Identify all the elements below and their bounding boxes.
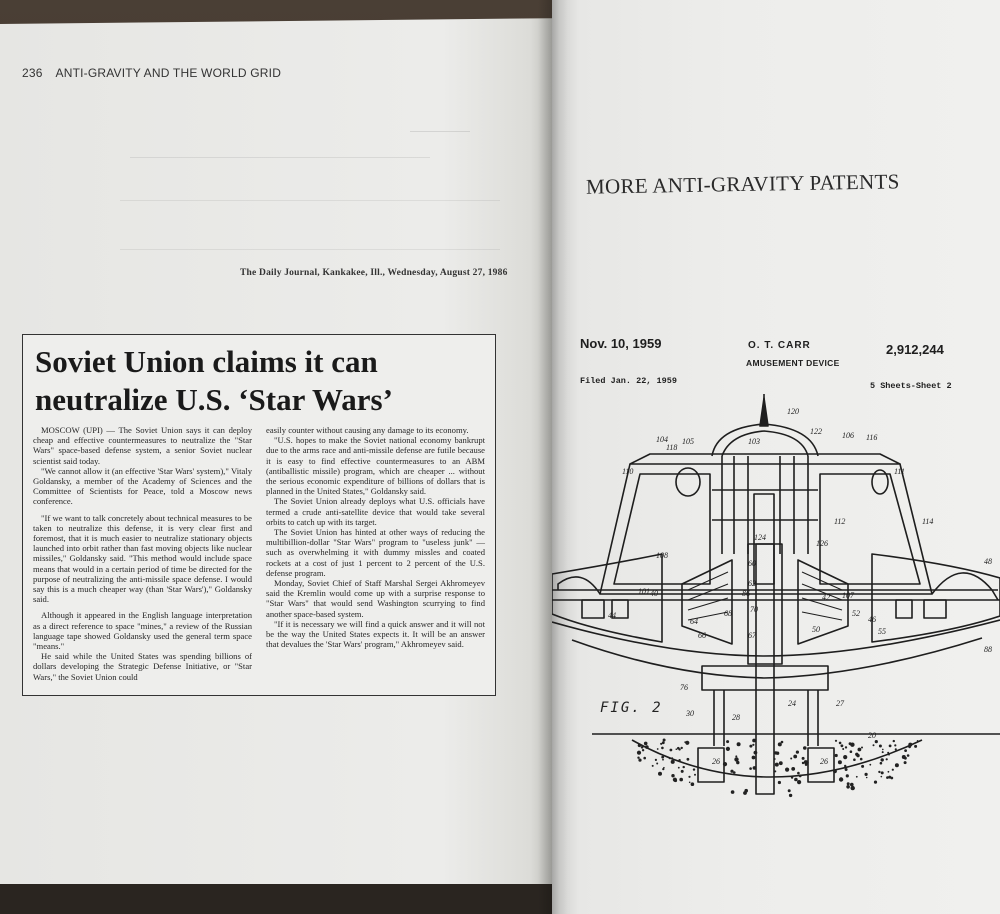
gravel-dot [904, 749, 907, 752]
engine-right [798, 560, 848, 644]
paragraph: MOSCOW (UPI) — The Soviet Union says it can deploy cheap and effective countermeasures to neutralize the "Star Wars" space-based defense system, a senior Soviet nuclear scientist said today. [33, 425, 252, 466]
callout: 122 [810, 427, 822, 436]
gravel-dot [794, 778, 798, 782]
gravel-dot [733, 771, 736, 774]
paragraph: "We cannot allow it (an effective 'Star Wars' system)," Vitaly Goldansky, a member of the Academy of Sciences and the Committee of Scientists for Peace, told a Moscow news conference. [33, 465, 252, 507]
dome-inner [722, 431, 808, 456]
callout: 60 [748, 559, 756, 568]
running-head [22, 66, 281, 80]
patent-sheets: 5 Sheets-Sheet 2 [870, 381, 952, 391]
gravel-dot [749, 745, 752, 748]
gravel-dot [902, 755, 906, 759]
headline-line: Soviet Union claims it can [35, 344, 378, 379]
rim-right [932, 573, 998, 600]
engine-left [682, 560, 732, 644]
gravel-dot [689, 782, 691, 784]
gravel-dot [723, 762, 727, 766]
gravel-dot [917, 740, 919, 742]
gravel-dot [774, 758, 776, 760]
gravel-dot [642, 749, 644, 751]
callout: 30 [686, 709, 694, 718]
gravel-dot [641, 746, 644, 749]
callout: 118 [666, 443, 678, 452]
gravel-dot [835, 754, 838, 757]
gravel-dot [886, 776, 889, 779]
gravel-dot [661, 756, 664, 759]
gravel-dot [681, 747, 683, 749]
machinery-box [924, 600, 946, 618]
antenna-tip [760, 398, 768, 426]
callout: 24 [788, 699, 796, 708]
callout: 76 [680, 683, 688, 692]
gravel-dot [638, 744, 641, 747]
gravel-dot [850, 743, 854, 747]
article-column-1 [33, 425, 252, 682]
gravel-dot [892, 769, 894, 771]
gravel-dot [873, 744, 875, 746]
patent-filed-date: Filed Jan. 22, 1959 [580, 376, 677, 386]
callout: 120 [787, 407, 799, 416]
book-edge-shadow [0, 884, 552, 914]
callout: 88 [984, 645, 992, 654]
gravel-dot [678, 748, 680, 750]
gravel-dot [731, 790, 735, 794]
machinery-box [896, 600, 912, 618]
gravel-dot [907, 754, 910, 757]
figure-label: FIG. 2 [600, 700, 663, 716]
newspaper-clipping [22, 334, 496, 696]
gravel-dot [850, 750, 853, 753]
cabin-roof [630, 454, 900, 464]
gravel-dot [678, 759, 680, 761]
gravel-dot [890, 777, 893, 780]
gravel-dot [691, 782, 695, 786]
gravel-dot [845, 746, 847, 748]
porthole [676, 468, 700, 496]
gravel-dot [781, 741, 784, 744]
gravel-dot [791, 767, 795, 771]
gravel-dot [637, 757, 639, 759]
callout-labels [608, 407, 992, 766]
paragraph: Monday, Soviet Chief of Staff Marshal Sergei Akhromeyev said the Kremlin would come up with a surprise response to "Star Wars" that would send Washington scurrying to find another space-based system. [266, 578, 485, 619]
gravel-dot [663, 739, 666, 742]
page-number: 236 [22, 66, 43, 80]
gravel-dot [839, 742, 842, 745]
callout: 48 [984, 557, 992, 566]
gravel-dot [788, 789, 791, 792]
show-through-mark [120, 200, 500, 250]
paragraph: "If it is necessary we will find a quick answer and it will not be the way the United States expects it. It will be an answer that devalues the 'Star Wars' program," Akhromeyev said. [266, 618, 485, 650]
gravel-dot [752, 744, 754, 746]
gravel-dot [846, 774, 849, 777]
gravel-dot [744, 789, 748, 793]
gravel-dot [804, 760, 808, 764]
drive-shaft [756, 544, 774, 794]
gravel-dot [886, 758, 888, 760]
callout: 107 [842, 591, 854, 600]
gravel-dot [644, 742, 648, 746]
gravel-dot [676, 748, 678, 750]
article-column-2 [266, 425, 485, 682]
gravel-dot [803, 746, 807, 750]
callout: 70 [750, 605, 758, 614]
gravel-dot [846, 785, 850, 789]
gravel-dot [835, 740, 837, 742]
gravel-dot [850, 783, 854, 787]
gravel [637, 739, 919, 798]
running-head-title: ANTI-GRAVITY AND THE WORLD GRID [55, 66, 282, 80]
callout: 112 [834, 517, 846, 526]
gravel-dot [655, 759, 657, 761]
gravel-dot [904, 761, 907, 764]
gravel-dot [851, 786, 855, 790]
gravel-dot [779, 761, 783, 765]
callout: 42 [822, 593, 830, 602]
gravel-dot [843, 755, 847, 759]
machinery-box [582, 600, 604, 618]
callout: 52 [852, 609, 860, 618]
callout: 40 [650, 589, 658, 598]
gravel-dot [663, 767, 665, 769]
gravel-dot [685, 741, 689, 745]
patent-number: 2,912,244 [886, 342, 944, 357]
callout: 116 [866, 433, 878, 442]
gravel-dot [637, 751, 641, 755]
gravel-dot [882, 751, 884, 753]
article-columns [33, 425, 485, 682]
article-headline [35, 343, 485, 419]
gravel-dot [895, 763, 899, 767]
gravel-dot [684, 741, 686, 743]
gravel-dot [643, 757, 646, 760]
gravel-dot [671, 774, 674, 777]
callout: 62 [748, 579, 756, 588]
callout: 27 [836, 699, 844, 708]
callout: 103 [748, 437, 760, 446]
gravel-dot [789, 794, 792, 797]
footing [698, 748, 724, 782]
gravel-dot [749, 767, 752, 770]
gravel-dot [845, 768, 848, 771]
dome [712, 424, 818, 456]
gravel-dot [658, 772, 662, 776]
gravel-dot [673, 778, 677, 782]
gravel-dot [881, 776, 883, 778]
callout: 20 [868, 731, 876, 740]
gravel-dot [687, 758, 690, 761]
gravel-dot [726, 747, 730, 751]
gravel-dot [657, 748, 659, 750]
gravel-dot [839, 777, 843, 781]
gravel-dot [888, 754, 890, 756]
gravel-dot [841, 744, 844, 747]
gravel-dot [914, 745, 917, 748]
callout: 106 [842, 431, 854, 440]
show-through-mark [410, 124, 470, 132]
gravel-dot [671, 757, 673, 759]
section-title: MORE ANTI-GRAVITY PATENTS [585, 169, 900, 199]
gravel-dot [866, 777, 868, 779]
gravel-dot [865, 773, 868, 776]
callout: 44 [608, 611, 616, 620]
gravel-dot [778, 781, 781, 784]
gravel-dot [662, 741, 665, 744]
callout: 28 [732, 713, 740, 722]
gravel-dot [679, 778, 683, 782]
gravel-dot [802, 757, 805, 760]
patent-inventor: O. T. CARR [748, 340, 811, 351]
callout: 108 [656, 551, 668, 560]
gravel-dot [662, 759, 664, 761]
cabin-wall [600, 464, 932, 594]
gravel-dot [752, 756, 756, 760]
callout: 26 [820, 757, 828, 766]
gravel-dot [881, 771, 884, 774]
gravel-dot [669, 758, 671, 760]
gravel-dot [753, 766, 757, 770]
gravel-dot [735, 755, 737, 757]
rim-left [558, 577, 600, 594]
gravel-dot [774, 751, 777, 754]
gravel-dot [645, 745, 649, 749]
gravel-dot [660, 743, 662, 745]
gravel-dot [887, 752, 889, 754]
gravel-dot [688, 776, 690, 778]
gravel-dot [847, 782, 850, 785]
callout: 68 [724, 609, 732, 618]
gravel-dot [638, 759, 641, 762]
patent-date: Nov. 10, 1959 [580, 336, 662, 351]
callout: 101 [638, 587, 650, 596]
callout: 64 [690, 617, 698, 626]
paragraph: Although it appeared in the English language interpretation as a direct reference to space "mines," a review of the Russian language tape showed Goldansky used the general term space "means." [33, 610, 252, 652]
gravel-dot [754, 751, 758, 755]
gravel-dot [694, 774, 696, 776]
paragraph: He said while the United States was spending billions of dollars developing the Strategic Defense Initiative, or "Star Wars," the Soviet Union could [33, 651, 252, 682]
gravel-dot [785, 768, 789, 772]
callout: 105 [682, 437, 694, 446]
gravel-dot [853, 758, 856, 761]
gravel-dot [661, 747, 664, 750]
callout: 66 [698, 631, 706, 640]
gravel-dot [895, 748, 897, 750]
gravel-dot [893, 740, 895, 742]
gravel-dot [797, 772, 800, 775]
gravel-dot [889, 745, 892, 748]
newspaper-dateline: The Daily Journal, Kankakee, Ill., Wednesday, August 27, 1986 [240, 268, 508, 278]
callout: 111 [894, 467, 905, 476]
gravel-dot [908, 743, 912, 747]
gravel-dot [775, 763, 779, 767]
gravel-dot [670, 749, 673, 752]
gravel-dot [737, 742, 741, 746]
headline-line: neutralize U.S. ‘Star Wars’ [35, 382, 393, 417]
gravel-dot [861, 765, 864, 768]
callout: 67 [748, 631, 756, 640]
gravel-dot [882, 749, 884, 751]
gravel-dot [888, 771, 890, 773]
gravel-dot [833, 769, 837, 773]
gravel-dot [894, 744, 896, 746]
gravel-dot [791, 776, 793, 778]
gravel-dot [693, 768, 695, 770]
gravel-dot [875, 740, 878, 743]
saucer-bottom-hull [572, 638, 982, 678]
saucer-right-body [872, 554, 1000, 642]
show-through-mark [130, 150, 430, 158]
gravel-dot [860, 758, 863, 761]
gravel-dot [881, 758, 884, 761]
callout: 55 [878, 627, 886, 636]
patent-title: AMUSEMENT DEVICE [746, 358, 840, 368]
callout: 50 [812, 625, 820, 634]
gravel-dot [856, 776, 858, 778]
gravel-dot [842, 748, 844, 750]
paragraph: "U.S. hopes to make the Soviet national economy bankrupt due to the arms race and anti-missile defense are futile because it is easy to find effective countermeasures to an ABM (antiballistic missile) program, which are cheaper ... without the serious economic expenditure of billions of dollars that is planned in the United States," Goldansky said. [266, 435, 485, 497]
callout: 110 [622, 467, 634, 476]
gravel-dot [683, 766, 685, 768]
gravel-dot [844, 765, 846, 767]
gravel-dot [799, 775, 802, 778]
callout: 26 [712, 757, 720, 766]
gravel-dot [671, 760, 675, 764]
gravel-dot [774, 770, 776, 772]
gravel-dot [856, 754, 859, 757]
gravel-dot [790, 758, 792, 760]
engine-hatching [688, 572, 842, 620]
gravel-dot [726, 740, 729, 743]
saucer-lower-hull [552, 620, 1000, 656]
gravel-dot [874, 781, 877, 784]
right-window [820, 474, 920, 584]
gravel-dot [681, 770, 684, 773]
callout: 126 [816, 539, 828, 548]
callout: 104 [656, 435, 668, 444]
callout: 114 [922, 517, 934, 526]
callout: 46 [868, 615, 876, 624]
patent-drawing [552, 394, 1000, 804]
gravel-dot [656, 763, 658, 765]
gravel-dot [880, 762, 883, 765]
gravel-dot [797, 780, 801, 784]
paragraph: easily counter without causing any damage to its economy. [266, 425, 469, 435]
gravel-dot [736, 761, 739, 764]
paragraph: The Soviet Union has hinted at other ways of reducing the multibillion-dollar "Star Wars" program to "useless junk" — such as overwhelming it with dummy missles and coated rockets at a cost of just 1 percent to 2 percent of the U.S. defense program. [266, 527, 485, 578]
gravel-dot [838, 760, 842, 764]
gravel-dot [861, 747, 863, 749]
gravel-dot [796, 751, 799, 754]
paragraph: The Soviet Union already deploys what U.S. officials have termed a crude anti-satellite device that would take several orbits to catch up with its target. [266, 496, 485, 527]
gravel-dot [878, 771, 880, 773]
gravel-dot [869, 764, 871, 766]
gravel-dot [793, 755, 797, 759]
paragraph: "If we want to talk concretely about technical measures to be taken to neutralize this defense, it is very clear first and foremost, that it is much easier to neutralize stationary objects launched into orbit rather than fast moving objects like nuclear missiles," Goldansky said. "This method would include space means that would in a certain period of time be directed for the purpose of neutralizing the anti-missile space defense. I would say this is a much cheaper way (than 'Star Wars')," Goldansky said. [33, 512, 252, 605]
gravel-dot [678, 767, 680, 769]
gravel-dot [652, 765, 654, 767]
gravel-dot [752, 739, 756, 743]
gravel-dot [858, 748, 862, 752]
gravel-dot [879, 745, 882, 748]
callout: 86 [742, 589, 750, 598]
callout: 124 [754, 533, 766, 542]
